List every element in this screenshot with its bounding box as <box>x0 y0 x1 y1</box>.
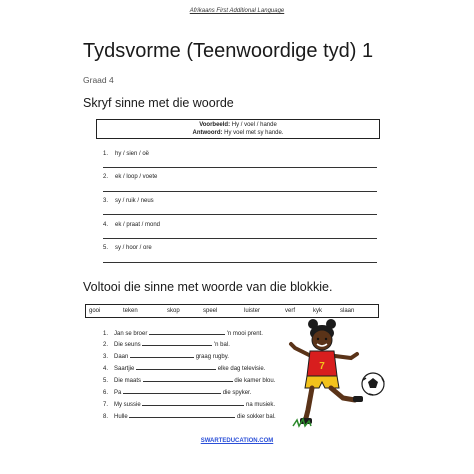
answer-write-line[interactable] <box>103 238 377 239</box>
exercise-item <box>103 222 160 228</box>
sentence-end: die kamer blou. <box>234 378 276 384</box>
word-option: kyk <box>313 308 322 314</box>
blank-line[interactable] <box>130 351 194 358</box>
item-number: 2. <box>103 174 109 180</box>
section1-heading: Skryf sinne met die woorde <box>83 96 234 110</box>
item-words: sy / ruik / neus <box>115 198 154 204</box>
sentence-number: 8. <box>103 414 109 420</box>
blank-line[interactable] <box>143 375 233 382</box>
word-option: teken <box>123 308 138 314</box>
word-option: luister <box>244 308 261 314</box>
answer-write-line[interactable] <box>103 167 377 168</box>
example-line <box>97 121 379 129</box>
fill-sentence <box>103 387 251 396</box>
word-option: skop <box>167 308 180 314</box>
item-words: sy / hoor / ore <box>115 245 152 251</box>
sentence-number: 7. <box>103 402 109 408</box>
exercise-item <box>103 151 149 157</box>
standing-leg-icon <box>305 388 312 422</box>
blank-line[interactable] <box>129 411 235 418</box>
fill-sentence <box>103 328 263 337</box>
sentence-end: die sokker bal. <box>237 414 276 420</box>
word-option: speel <box>203 308 218 314</box>
item-words: hy / sien / oë <box>115 151 150 157</box>
exercise-item <box>103 198 154 204</box>
item-number: 1. <box>103 151 109 157</box>
word-option: verf <box>285 308 296 314</box>
blank-line[interactable] <box>142 339 212 346</box>
blank-line[interactable] <box>142 399 244 406</box>
sentence-start: Saartjie <box>114 366 135 372</box>
word-option: gooi <box>89 308 101 314</box>
item-words: ek / loop / voete <box>115 174 158 180</box>
example-box <box>96 119 380 139</box>
sentence-end: na musiek. <box>246 402 276 408</box>
sentence-end: graag rugby. <box>195 354 229 360</box>
sentence-start: Hulle <box>114 414 128 420</box>
sentence-start: My sussie <box>114 402 141 408</box>
footer-website-link[interactable]: SWARTEDUCATION.COM <box>200 438 274 444</box>
sentence-end: 'n bal. <box>214 342 230 348</box>
sentence-number: 1. <box>103 331 109 337</box>
fill-sentence <box>103 411 276 420</box>
item-number: 5. <box>103 245 109 251</box>
blank-line[interactable] <box>123 387 221 394</box>
fill-sentence <box>103 399 275 408</box>
shirt-number-icon: 7 <box>319 361 325 372</box>
head-icon <box>312 330 332 350</box>
eye-icon <box>317 338 319 340</box>
shorts-icon <box>305 376 339 388</box>
right-arm-icon <box>335 354 357 358</box>
girl-kicking-ball-illustration <box>283 318 387 430</box>
subject-header: Afrikaans First Additional Language <box>189 8 285 14</box>
answer-text: Hy voel met sy hande. <box>222 130 284 136</box>
item-number: 3. <box>103 198 109 204</box>
answer-label: Antwoord: <box>192 130 223 136</box>
blank-line[interactable] <box>136 363 216 370</box>
sentence-number: 2. <box>103 342 109 348</box>
exercise-item <box>103 174 157 180</box>
answer-write-line[interactable] <box>103 214 377 215</box>
fill-sentence <box>103 375 275 384</box>
fill-sentence <box>103 339 230 348</box>
example-text: Hy / voel / hande <box>230 122 277 128</box>
answer-write-line[interactable] <box>103 191 377 192</box>
exercise-item <box>103 245 152 251</box>
sentence-end: die spyker. <box>222 390 252 396</box>
sentence-start: Die seuns <box>114 342 141 348</box>
sentence-number: 3. <box>103 354 109 360</box>
shoe-icon <box>353 396 363 402</box>
kicking-leg-icon <box>331 388 355 400</box>
item-words: ek / praat / mond <box>115 222 161 228</box>
item-number: 4. <box>103 222 109 228</box>
answer-write-line[interactable] <box>103 262 377 263</box>
eye-icon <box>325 338 327 340</box>
blank-line[interactable] <box>149 328 225 335</box>
answer-line-example <box>97 129 379 137</box>
word-option: slaan <box>340 308 355 314</box>
sentence-end: 'n mooi prent. <box>226 331 263 337</box>
sentence-end: elke dag televisie. <box>217 366 266 372</box>
sentence-start: Pa <box>114 390 122 396</box>
grade-label: Graad 4 <box>83 75 114 85</box>
sentence-start: Jan se broer <box>114 331 148 337</box>
sentence-number: 5. <box>103 378 109 384</box>
sentence-start: Daan <box>114 354 129 360</box>
example-label: Voorbeeld: <box>199 122 231 128</box>
sentence-start: Die maats <box>114 378 142 384</box>
section2-heading: Voltooi die sinne met woorde van die blokkie. <box>83 280 333 294</box>
sentence-number: 6. <box>103 390 109 396</box>
sentence-number: 4. <box>103 366 109 372</box>
left-arm-icon <box>291 344 311 356</box>
fill-sentence <box>103 351 229 360</box>
fill-sentence <box>103 363 265 372</box>
page-title: Tydsvorme (Teenwoordige tyd) 1 <box>83 40 374 62</box>
